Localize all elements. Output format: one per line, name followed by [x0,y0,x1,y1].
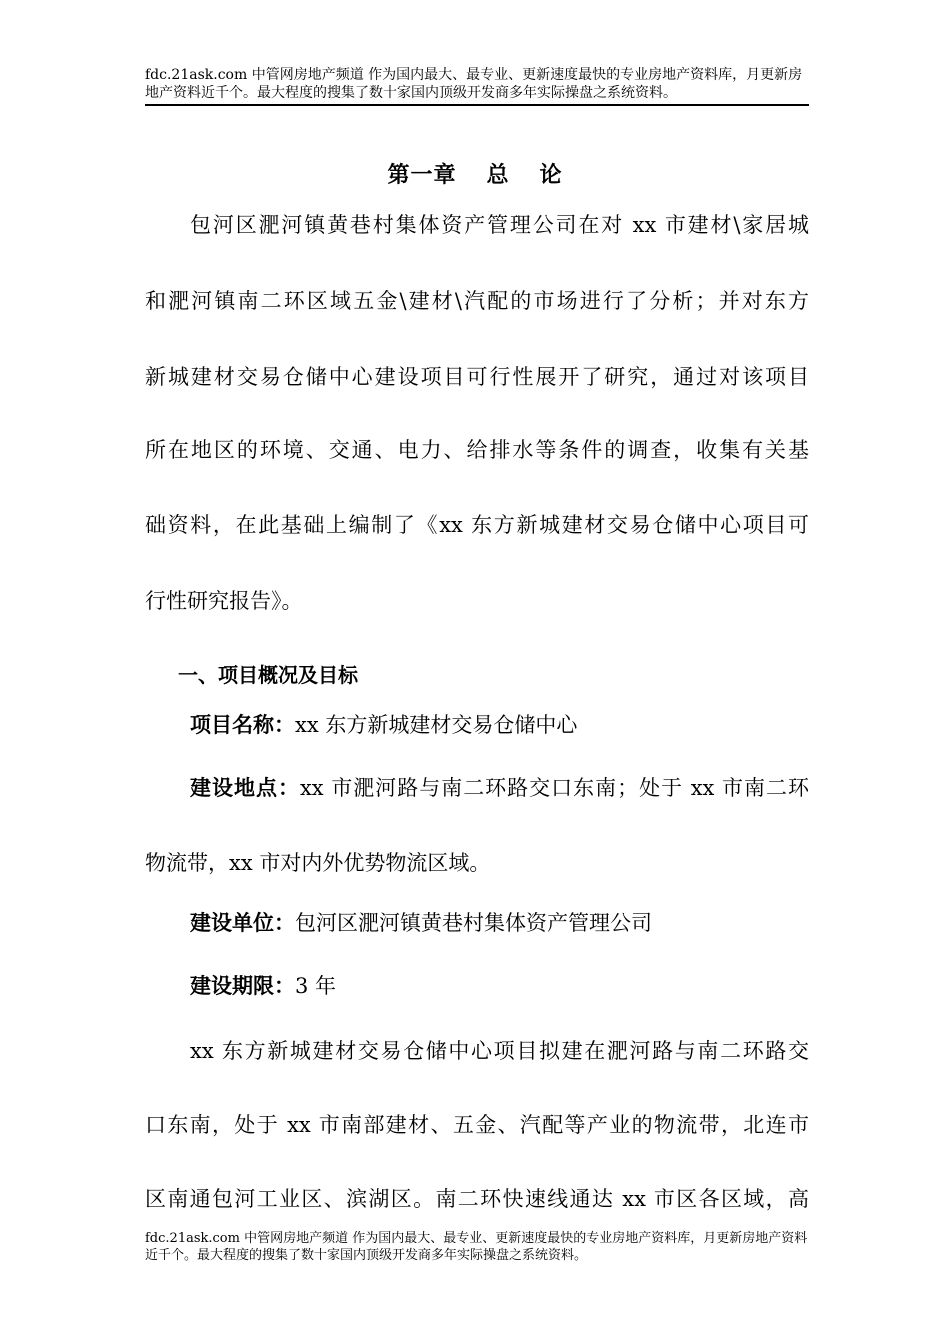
section-heading: 一、项目概况及目标 [178,663,358,687]
project-name-row [190,710,809,740]
page-footer: fdc.21ask.com 中管网房地产频道 作为国内最大、最专业、更新速度最快的专业房地产资料库，月更新房地产资料近千个。最大程度的搜集了数十家国内顶级开发商多年实际操盘之系统资料。 [145,1231,808,1263]
unit-label: 建设单位： [190,911,295,935]
unit-value: 包河区淝河镇黄巷村集体资产管理公司 [295,911,652,935]
page-header: fdc.21ask.com 中管网房地产频道 作为国内最大、最专业、更新速度最快的专业房地产资料库，月更新房地产资料近千个。最大程度的搜集了数十家国内顶级开发商多年实际操盘之系统资料。 [145,66,809,106]
body-line-2: 口东南，处于 xx 市南部建材、五金、汽配等产业的物流带，北连市 [145,1113,809,1137]
period-value: 3 年 [295,974,337,998]
location-row [190,773,809,803]
chapter-title-word2: 论 [539,163,563,188]
intro-line-4: 所在地区的环境、交通、电力、给排水等条件的调查，收集有关基 [145,438,809,462]
chapter-title [0,158,950,189]
chapter-title-word1: 总 [486,163,510,188]
period-row [190,971,809,1001]
intro-line-3: 新城建材交易仓储中心建设项目可行性展开了研究，通过对该项目 [145,365,809,389]
location-continuation: 物流带，xx 市对内外优势物流区域。 [145,851,491,875]
period-label: 建设期限： [190,974,295,998]
intro-line-2: 和淝河镇南二环区域五金\建材\汽配的市场进行了分析；并对东方 [145,289,809,313]
chapter-title-number: 第一章 [387,163,457,188]
location-value: xx 市淝河路与南二环路交口东南；处于 xx 市南二环 [299,776,810,800]
project-name-value: xx 东方新城建材交易仓储中心 [295,713,578,737]
project-name-label: 项目名称： [190,713,295,737]
unit-row [190,908,809,938]
body-line-3: 区南通包河工业区、滨湖区。南二环快速线通达 xx 市区各区域，高 [145,1187,809,1211]
body-line-1: xx 东方新城建材交易仓储中心项目拟建在淝河路与南二环路交 [190,1039,809,1063]
intro-line-6: 行性研究报告》。 [145,589,303,613]
intro-line-5: 础资料，在此基础上编制了《xx 东方新城建材交易仓储中心项目可 [145,513,809,537]
location-label: 建设地点： [190,776,300,800]
intro-line-1: 包河区淝河镇黄巷村集体资产管理公司在对 xx 市建材\家居城 [190,213,809,237]
